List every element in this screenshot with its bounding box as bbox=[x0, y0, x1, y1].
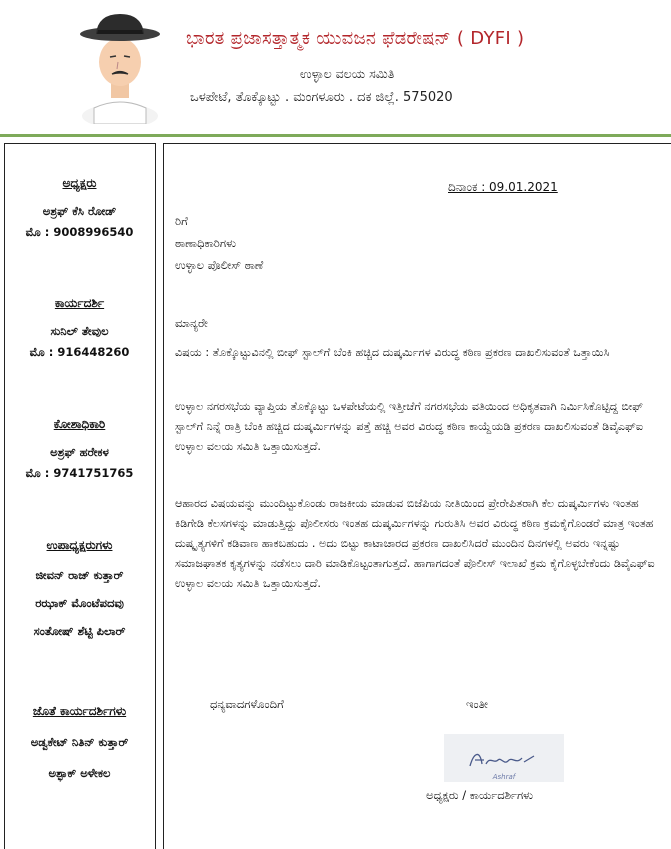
vice-president-name: ರಝಾಕ್ ಮೊಂಟೆಪದವು bbox=[35, 596, 124, 610]
organization-name: ಭಾರತ ಪ್ರಜಾಸತ್ತಾತ್ಮಕ ಯುವಜನ ಫೆಡರೇಷನ್ ( DYFI ) bbox=[186, 28, 525, 49]
joint-secretaries-section bbox=[5, 704, 154, 781]
secretary-phone: ಮೊ : 916448260 bbox=[29, 345, 130, 359]
letter-date: ದಿನಾಂಕ : 09.01.2021 bbox=[448, 180, 558, 194]
letterhead bbox=[0, 0, 671, 138]
joint-secretary-name: ಅಡ್ವಕೇಟ್ ನಿತಿನ್ ಕುತ್ತಾರ್ bbox=[30, 735, 129, 749]
treasurer-phone: ಮೊ : 9741751765 bbox=[25, 466, 134, 480]
subject-line: ವಿಷಯ : ತೊಕ್ಕೊಟ್ಟುವಿನಲ್ಲಿ ಬೀಫ್ ಸ್ಟಾಲ್‌ಗೆ ಬೆಂಕಿ ಹಚ್ಚಿದ ದುಷ್ಕರ್ಮಿಗಳ ವಿರುದ್ಧ ಕಠಿಣ ಪ್ರಕರಣ ದಾಖಲಿಸುವಂತೆ ಒತ್ತಾಯಿಸಿ bbox=[175, 346, 610, 359]
president-section bbox=[5, 176, 154, 240]
signatory-designation: ಅಧ್ಯಕ್ಷರು / ಕಾರ್ಯದರ್ಶಿಗಳು bbox=[426, 788, 534, 802]
signature-stamp bbox=[444, 734, 564, 782]
addressee-to: ರಿಗೆ bbox=[175, 214, 188, 228]
letter-body bbox=[163, 143, 671, 849]
secretary-name: ಸುನಿಲ್ ತೇವುಲ bbox=[50, 324, 109, 338]
signature-text: Ashraf bbox=[492, 773, 516, 781]
thanks-line: ಧನ್ಯವಾದಗಳೊಂದಿಗೆ bbox=[210, 697, 284, 711]
vice-president-name: ಸಂತೋಷ್ ಶೆಟ್ಟಿ ಪಿಲಾರ್ bbox=[33, 624, 126, 638]
recipient-station: ಉಳ್ಳಾಲ ಪೊಲೀಸ್ ಠಾಣೆ bbox=[175, 258, 264, 272]
vice-presidents-section bbox=[5, 538, 154, 639]
office-bearers-sidebar bbox=[4, 143, 156, 849]
president-phone: ಮೊ : 9008996540 bbox=[25, 225, 134, 239]
joint-secretaries-heading: ಜೊತೆ ಕಾರ್ಯದರ್ಶಿಗಳು bbox=[32, 704, 127, 718]
header-divider bbox=[0, 134, 671, 137]
treasurer-section bbox=[5, 417, 154, 481]
secretary-heading: ಕಾರ್ಯದರ್ಶಿ bbox=[54, 296, 105, 310]
closing-line: ಇಂತೀ bbox=[466, 697, 488, 711]
salutation: ಮಾನ್ಯರೇ bbox=[175, 316, 208, 330]
recipient-title: ಠಾಣಾಧಿಕಾರಿಗಳು bbox=[175, 236, 236, 250]
treasurer-name: ಅಶ್ರಫ್ ಹರೇಕಳ bbox=[50, 445, 109, 459]
unit-name: ಉಳ್ಳಾಲ ವಲಯ ಸಮಿತಿ bbox=[300, 66, 395, 81]
vice-president-name: ಜೀವನ್ ರಾಜ್ ಕುತ್ತಾರ್ bbox=[35, 568, 124, 582]
body-paragraph-2: ಆಹಾರದ ವಿಷಯವನ್ನು ಮುಂದಿಟ್ಟುಕೊಂಡು ರಾಜಕೀಯ ಮಾಡುವ ಬಿಜೆಪಿಯ ನೀತಿಯಿಂದ ಪ್ರೇರೇಪಿತರಾಗಿ ಕೆಲ ದುಷ್ಕರ್ಮಿಗಳು ಇಂತಹ ಕಿಡಿಗೇಡಿ ಕೆಲಸಗಳನ್ನು ಮಾಡುತ್ತಿದ್ದು ಪೊಲೀಸರು ಇಂತಹ ದುಷ್ಕರ್ಮಿಗಳನ್ನು ಗುರುತಿಸಿ ಅವರ ವಿರುದ್ಧ ಕಠಿಣ ಕ್ರಮಕೈಗೊಂಡರೆ ಮಾತ್ರ ಇಂತಹ ದುಷ್ಕೃತ್ಯಗಳಿಗೆ ಕಡಿವಾಣ ಹಾಕಬಹುದು . ಅದು ಬಿಟ್ಟು ಕಾಟಾಚಾರದ ಪ್ರಕರಣ ದಾಖಲಿಸಿದರೆ ಮುಂದಿನ ದಿನಗಳಲ್ಲಿ ಅವರು ಇನ್ನಷ್ಟು ಸಮಾಜಘಾತಕ ಕೃತ್ಯಗಳನ್ನು ನಡೆಸಲು ದಾರಿ ಮಾಡಿಕೊಟ್ಟಂತಾಗುತ್ತದೆ. ಹಾಗಾಗದಂತೆ ಪೊಲೀಸ್ ಇಲಾಖೆ ಕ್ರಮ ಕೈಗೊಳ್ಳಬೇಕೆಂದು ಡಿವೈಎಫ್‌ಐ ಉಳ್ಳಾಲ ವಲಯ ಸಮಿತಿ ಒತ್ತಾಯಿಸುತ್ತದೆ. bbox=[175, 497, 655, 590]
joint-secretary-name: ಅಶ್ಫಾಕ್ ಅಳೇಕಲ bbox=[48, 766, 111, 780]
portrait-illustration bbox=[72, 12, 168, 124]
vice-presidents-heading: ಉಪಾಧ್ಯಕ್ಷರುಗಳು bbox=[46, 538, 113, 552]
body-paragraph-1: ಉಳ್ಳಾಲ ನಗರಸಭೆಯ ವ್ಯಾಪ್ತಿಯ ತೊಕ್ಕೊಟ್ಟು ಒಳಪೇಟೆಯಲ್ಲಿ ಇತ್ತೀಚೆಗೆ ನಗರಸಭೆಯ ವತಿಯಿಂದ ಅಧಿಕೃತವಾಗಿ ನಿರ್ಮಿಸಿಕೊಟ್ಟಿದ್ದ ಬೀಫ್ ಸ್ಟಾಲ್‌ಗೆ ನಿನ್ನೆ ರಾತ್ರಿ ಬೆಂಕಿ ಹಚ್ಚಿದ ದುಷ್ಕರ್ಮಿಗಳನ್ನು ಪತ್ತೆ ಹಚ್ಚಿ ಅವರ ವಿರುದ್ಧ ಕಠಿಣ ಕಾಯ್ದೆಯಡಿ ಪ್ರಕರಣ ದಾಖಲಿಸುವಂತೆ ಡಿವೈಎಫ್‌ಐ ಉಳ್ಳಾಲ ವಲಯ ಸಮಿತಿ ಒತ್ತಾಯಿಸುತ್ತದೆ. bbox=[175, 400, 644, 453]
secretary-section bbox=[5, 296, 154, 360]
president-heading: ಅಧ್ಯಕ್ಷರು bbox=[62, 176, 97, 190]
treasurer-heading: ಕೋಶಾಧಿಕಾರಿ bbox=[53, 417, 106, 431]
president-name: ಅಶ್ರಫ್ ಕೆಸಿ ರೋಡ್ bbox=[42, 204, 117, 218]
address: ಒಳಪೇಟೆ, ತೊಕ್ಕೊಟ್ಟು . ಮಂಗಳೂರು . ದಕ ಜಿಲ್ಲೆ. 575020 bbox=[190, 90, 453, 105]
